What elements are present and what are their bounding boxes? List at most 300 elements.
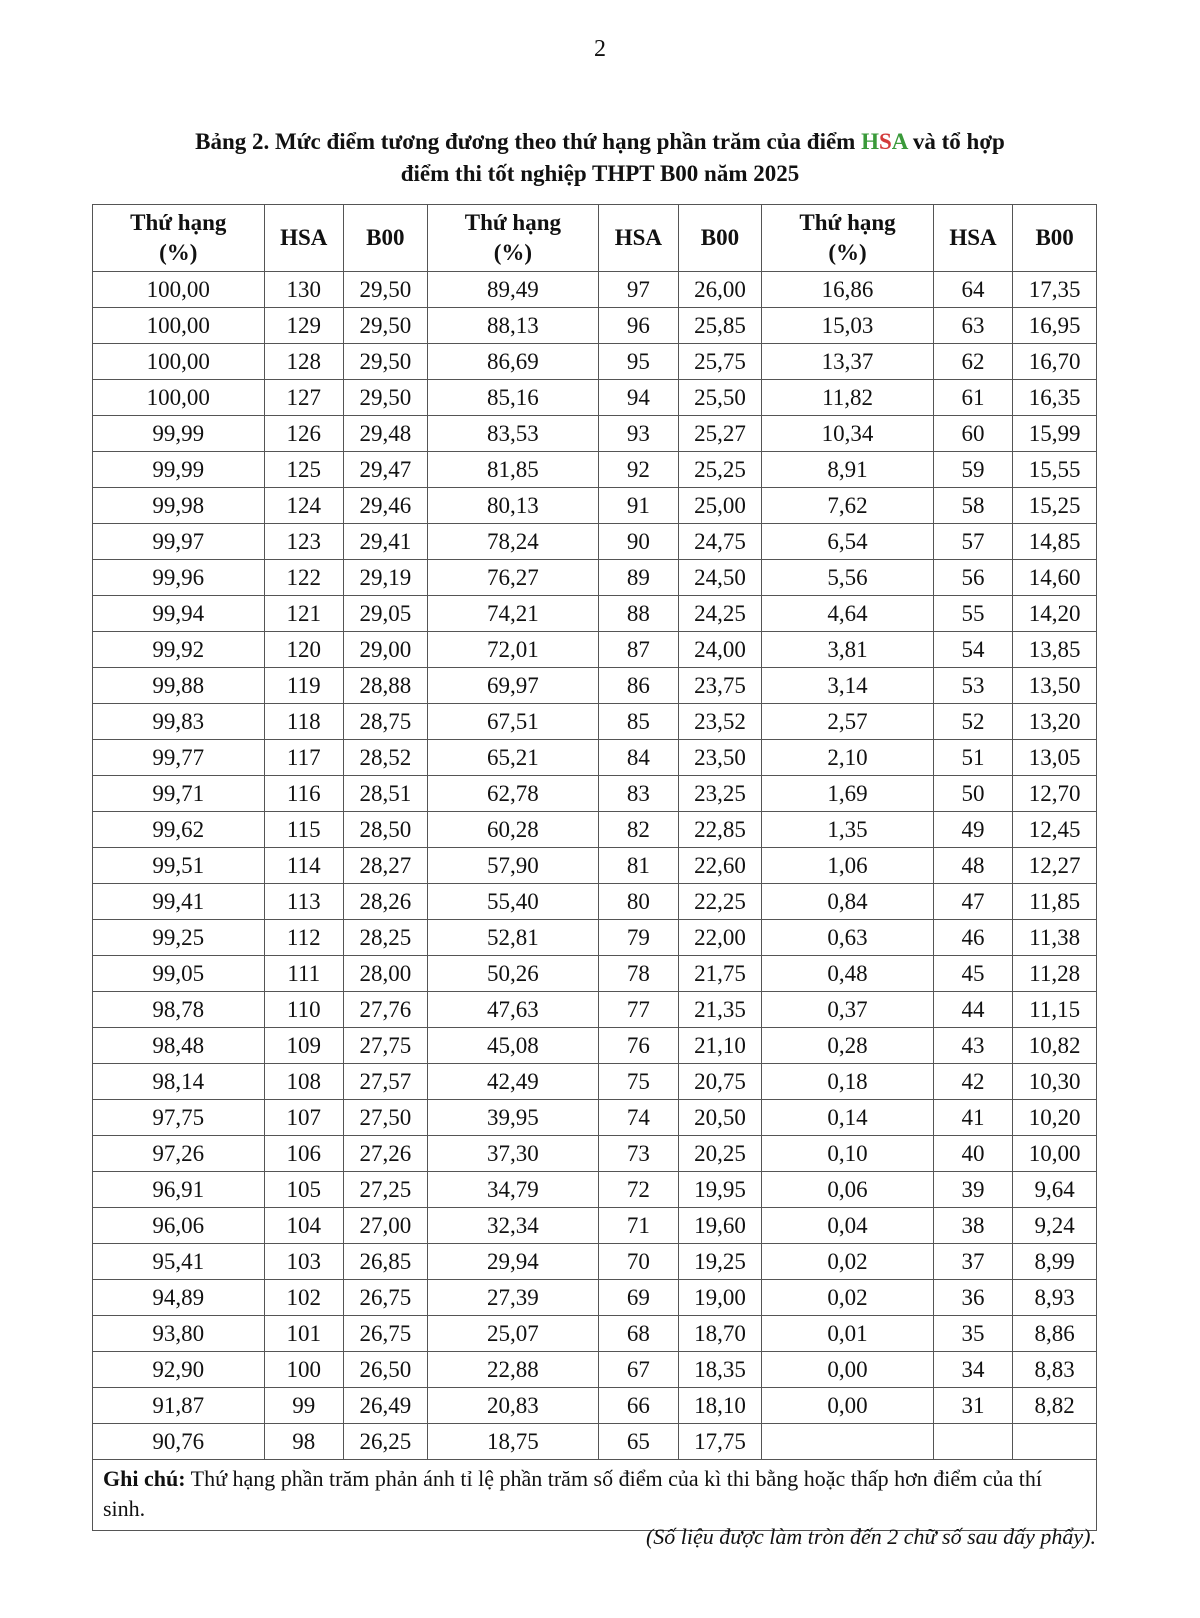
table-cell: 51 (933, 740, 1012, 776)
table-cell: 49 (933, 812, 1012, 848)
header-row (93, 205, 1097, 272)
table-cell: 106 (264, 1136, 343, 1172)
table-row (93, 992, 1097, 1028)
table-row (93, 308, 1097, 344)
note-text: Thứ hạng phần trăm phản ánh tỉ lệ phần trăm số điểm của kì thi bằng hoặc thấp hơn điểm của thí sinh. (103, 1466, 1043, 1521)
table-cell: 18,10 (678, 1388, 762, 1424)
table-cell: 79 (599, 920, 678, 956)
table-cell: 54 (933, 632, 1012, 668)
table-cell: 57 (933, 524, 1012, 560)
table-cell: 99,99 (93, 452, 265, 488)
header-b00: B00 (678, 205, 762, 272)
table-cell: 88,13 (427, 308, 599, 344)
table-cell: 0,02 (762, 1244, 934, 1280)
table-cell: 29,94 (427, 1244, 599, 1280)
table-cell: 0,63 (762, 920, 934, 956)
table-cell: 26,00 (678, 272, 762, 308)
table-cell: 104 (264, 1208, 343, 1244)
table-cell: 99,94 (93, 596, 265, 632)
table-cell: 21,10 (678, 1028, 762, 1064)
table-cell: 8,82 (1013, 1388, 1097, 1424)
table-cell: 93,80 (93, 1316, 265, 1352)
table-row (93, 1136, 1097, 1172)
table-cell: 16,95 (1013, 308, 1097, 344)
table-cell: 44 (933, 992, 1012, 1028)
table-cell: 47,63 (427, 992, 599, 1028)
table-cell: 108 (264, 1064, 343, 1100)
table-cell: 29,47 (343, 452, 427, 488)
table-cell: 13,05 (1013, 740, 1097, 776)
table-cell: 62,78 (427, 776, 599, 812)
table-cell: 25,85 (678, 308, 762, 344)
table-cell: 25,50 (678, 380, 762, 416)
table-cell: 17,35 (1013, 272, 1097, 308)
table-cell: 29,19 (343, 560, 427, 596)
table-cell: 127 (264, 380, 343, 416)
table-cell: 47 (933, 884, 1012, 920)
table-cell: 28,51 (343, 776, 427, 812)
table-cell: 99,05 (93, 956, 265, 992)
table-row (93, 1424, 1097, 1460)
table-cell: 98,14 (93, 1064, 265, 1100)
table-cell: 15,55 (1013, 452, 1097, 488)
table-cell: 76 (599, 1028, 678, 1064)
table-cell: 29,05 (343, 596, 427, 632)
table-cell: 10,20 (1013, 1100, 1097, 1136)
table-cell: 29,46 (343, 488, 427, 524)
table-cell: 26,85 (343, 1244, 427, 1280)
table-cell: 111 (264, 956, 343, 992)
table-cell: 9,64 (1013, 1172, 1097, 1208)
table-cell: 8,86 (1013, 1316, 1097, 1352)
table-cell: 130 (264, 272, 343, 308)
table-cell: 6,54 (762, 524, 934, 560)
table-cell: 10,00 (1013, 1136, 1097, 1172)
table-cell: 14,20 (1013, 596, 1097, 632)
table-cell: 26,49 (343, 1388, 427, 1424)
table-row (93, 1280, 1097, 1316)
note-label: Ghi chú: (103, 1466, 186, 1491)
table-cell: 28,52 (343, 740, 427, 776)
table-cell: 18,75 (427, 1424, 599, 1460)
table-cell: 2,57 (762, 704, 934, 740)
table-cell: 41 (933, 1100, 1012, 1136)
table-row (93, 1064, 1097, 1100)
table-cell: 91 (599, 488, 678, 524)
table-cell: 100,00 (93, 344, 265, 380)
table-row (93, 452, 1097, 488)
table-row (93, 884, 1097, 920)
table-cell: 121 (264, 596, 343, 632)
table-row (93, 1172, 1097, 1208)
table-cell: 28,50 (343, 812, 427, 848)
table-cell: 81 (599, 848, 678, 884)
table-cell: 98 (264, 1424, 343, 1460)
table-cell: 62 (933, 344, 1012, 380)
table-cell: 28,26 (343, 884, 427, 920)
score-equivalence-table (92, 204, 1097, 1531)
table-row (93, 740, 1097, 776)
table-cell: 8,83 (1013, 1352, 1097, 1388)
table-cell: 80,13 (427, 488, 599, 524)
table-cell: 26,75 (343, 1280, 427, 1316)
table-cell: 11,15 (1013, 992, 1097, 1028)
table-cell: 13,37 (762, 344, 934, 380)
table-row (93, 596, 1097, 632)
table-cell: 20,75 (678, 1064, 762, 1100)
table-cell: 96 (599, 308, 678, 344)
table-cell: 26,25 (343, 1424, 427, 1460)
table-cell: 39 (933, 1172, 1012, 1208)
table-cell: 93 (599, 416, 678, 452)
table-cell: 99,99 (93, 416, 265, 452)
table-cell: 99,88 (93, 668, 265, 704)
table-cell: 0,14 (762, 1100, 934, 1136)
table-cell: 68 (599, 1316, 678, 1352)
table-cell: 124 (264, 488, 343, 524)
header-b00: B00 (1013, 205, 1097, 272)
table-cell: 20,25 (678, 1136, 762, 1172)
table-cell: 0,48 (762, 956, 934, 992)
table-cell: 98,48 (93, 1028, 265, 1064)
table-cell: 25,07 (427, 1316, 599, 1352)
table-cell: 35 (933, 1316, 1012, 1352)
table-cell: 10,30 (1013, 1064, 1097, 1100)
table-cell: 45 (933, 956, 1012, 992)
table-row (93, 488, 1097, 524)
table-cell: 99,97 (93, 524, 265, 560)
table-row (93, 1316, 1097, 1352)
footnote: (Số liệu được làm tròn đến 2 chữ số sau dấy phẩy). (645, 1524, 1096, 1549)
table-cell: 39,95 (427, 1100, 599, 1136)
table-row (93, 848, 1097, 884)
table-cell: 72 (599, 1172, 678, 1208)
table-cell: 29,41 (343, 524, 427, 560)
table-cell: 24,50 (678, 560, 762, 596)
table-cell: 55,40 (427, 884, 599, 920)
table-cell: 13,85 (1013, 632, 1097, 668)
table-cell: 59 (933, 452, 1012, 488)
table-cell: 99,92 (93, 632, 265, 668)
header-hsa: HSA (599, 205, 678, 272)
table-cell: 26,75 (343, 1316, 427, 1352)
table-cell: 8,91 (762, 452, 934, 488)
table-cell: 91,87 (93, 1388, 265, 1424)
table-cell: 27,00 (343, 1208, 427, 1244)
table-cell: 23,25 (678, 776, 762, 812)
table-cell: 11,85 (1013, 884, 1097, 920)
table-cell: 24,75 (678, 524, 762, 560)
table-cell: 78,24 (427, 524, 599, 560)
table-cell: 97,26 (93, 1136, 265, 1172)
table-cell: 7,62 (762, 488, 934, 524)
table-cell: 15,03 (762, 308, 934, 344)
table-cell: 18,35 (678, 1352, 762, 1388)
table-cell: 23,75 (678, 668, 762, 704)
table-cell: 99,41 (93, 884, 265, 920)
table-cell: 69 (599, 1280, 678, 1316)
table-cell: 99,62 (93, 812, 265, 848)
table-cell: 11,38 (1013, 920, 1097, 956)
table-cell: 52 (933, 704, 1012, 740)
table-cell: 71 (599, 1208, 678, 1244)
caption-line1-prefix: Bảng 2. Mức điểm tương đương theo thứ hạng phần trăm của điểm (195, 129, 862, 154)
table-row (93, 704, 1097, 740)
table-cell: 10,82 (1013, 1028, 1097, 1064)
table-cell: 27,76 (343, 992, 427, 1028)
table-cell: 126 (264, 416, 343, 452)
table-cell: 88 (599, 596, 678, 632)
table-cell: 16,86 (762, 272, 934, 308)
table-cell: 107 (264, 1100, 343, 1136)
table-cell: 26,50 (343, 1352, 427, 1388)
table-cell: 77 (599, 992, 678, 1028)
table-cell: 8,93 (1013, 1280, 1097, 1316)
table-cell: 96,91 (93, 1172, 265, 1208)
table-cell: 28,75 (343, 704, 427, 740)
table-cell: 10,34 (762, 416, 934, 452)
table-row (93, 776, 1097, 812)
table-cell: 50 (933, 776, 1012, 812)
table-cell: 15,99 (1013, 416, 1097, 452)
table-cell: 99,25 (93, 920, 265, 956)
table-cell: 37 (933, 1244, 1012, 1280)
table-cell: 98,78 (93, 992, 265, 1028)
table-cell: 43 (933, 1028, 1012, 1064)
table-cell: 112 (264, 920, 343, 956)
table-cell: 60 (933, 416, 1012, 452)
table-cell: 90,76 (93, 1424, 265, 1460)
table-cell: 99 (264, 1388, 343, 1424)
table-cell: 27,50 (343, 1100, 427, 1136)
table-cell: 13,20 (1013, 704, 1097, 740)
table-cell: 119 (264, 668, 343, 704)
table-cell: 115 (264, 812, 343, 848)
table-cell: 5,56 (762, 560, 934, 596)
table-cell: 22,88 (427, 1352, 599, 1388)
table-cell: 28,88 (343, 668, 427, 704)
table-cell: 70 (599, 1244, 678, 1280)
table-cell: 78 (599, 956, 678, 992)
table-cell: 29,50 (343, 272, 427, 308)
table-caption (92, 126, 1108, 190)
table-cell: 123 (264, 524, 343, 560)
table-cell: 12,45 (1013, 812, 1097, 848)
table-cell: 94 (599, 380, 678, 416)
table-cell: 113 (264, 884, 343, 920)
table-cell: 92,90 (93, 1352, 265, 1388)
table-cell: 29,50 (343, 308, 427, 344)
caption-line1-suffix: và tổ hợp (907, 129, 1005, 154)
table-row (93, 380, 1097, 416)
table-cell: 18,70 (678, 1316, 762, 1352)
table-cell: 52,81 (427, 920, 599, 956)
caption-hsa-s: S (878, 129, 892, 154)
table-cell: 66 (599, 1388, 678, 1424)
table-cell: 13,50 (1013, 668, 1097, 704)
table-cell: 16,35 (1013, 380, 1097, 416)
table-cell: 110 (264, 992, 343, 1028)
table-cell: 22,00 (678, 920, 762, 956)
table-cell: 29,48 (343, 416, 427, 452)
table-cell: 67,51 (427, 704, 599, 740)
table-cell: 36 (933, 1280, 1012, 1316)
table-cell: 0,06 (762, 1172, 934, 1208)
table-cell: 22,60 (678, 848, 762, 884)
header-rank: Thứ hạng (%) (762, 205, 934, 272)
table-cell: 102 (264, 1280, 343, 1316)
table-cell: 116 (264, 776, 343, 812)
table-cell: 86 (599, 668, 678, 704)
table-cell: 76,27 (427, 560, 599, 596)
table-cell: 42 (933, 1064, 1012, 1100)
table-cell: 19,25 (678, 1244, 762, 1280)
table-cell: 100 (264, 1352, 343, 1388)
table-row (93, 1028, 1097, 1064)
table-cell: 1,69 (762, 776, 934, 812)
table-cell: 100,00 (93, 308, 265, 344)
table-cell: 27,39 (427, 1280, 599, 1316)
table-cell: 99,83 (93, 704, 265, 740)
table-cell: 94,89 (93, 1280, 265, 1316)
table-cell: 25,25 (678, 452, 762, 488)
table-cell: 53 (933, 668, 1012, 704)
table-cell: 28,25 (343, 920, 427, 956)
table-cell: 80 (599, 884, 678, 920)
caption-line2: điểm thi tốt nghiệp THPT B00 năm 2025 (400, 161, 800, 186)
table-cell: 122 (264, 560, 343, 596)
table-cell: 8,99 (1013, 1244, 1097, 1280)
table-cell: 85 (599, 704, 678, 740)
table-cell: 28,00 (343, 956, 427, 992)
table-cell: 0,10 (762, 1136, 934, 1172)
table-cell: 87 (599, 632, 678, 668)
table-row (93, 1244, 1097, 1280)
table-cell: 99,98 (93, 488, 265, 524)
table-cell: 97,75 (93, 1100, 265, 1136)
table-cell: 63 (933, 308, 1012, 344)
table-cell: 75 (599, 1064, 678, 1100)
table-cell: 25,75 (678, 344, 762, 380)
table-cell: 103 (264, 1244, 343, 1280)
table-cell: 99,96 (93, 560, 265, 596)
table-cell: 3,14 (762, 668, 934, 704)
table-cell: 57,90 (427, 848, 599, 884)
table-cell: 95 (599, 344, 678, 380)
table-row (93, 1100, 1097, 1136)
table-cell: 84 (599, 740, 678, 776)
table-cell: 83,53 (427, 416, 599, 452)
table-cell: 22,85 (678, 812, 762, 848)
table-cell: 38 (933, 1208, 1012, 1244)
table-cell: 25,00 (678, 488, 762, 524)
table-cell: 120 (264, 632, 343, 668)
table-cell: 82 (599, 812, 678, 848)
table-cell: 17,75 (678, 1424, 762, 1460)
table-cell: 31 (933, 1388, 1012, 1424)
table-cell: 40 (933, 1136, 1012, 1172)
table-cell: 24,25 (678, 596, 762, 632)
table-cell (933, 1424, 1012, 1460)
header-rank: Thứ hạng (%) (427, 205, 599, 272)
table-cell (762, 1424, 934, 1460)
table-cell: 90 (599, 524, 678, 560)
table-cell: 64 (933, 272, 1012, 308)
table-cell: 61 (933, 380, 1012, 416)
table-cell: 4,64 (762, 596, 934, 632)
table-cell: 0,00 (762, 1388, 934, 1424)
table-row (93, 920, 1097, 956)
table-cell: 1,06 (762, 848, 934, 884)
table-cell: 129 (264, 308, 343, 344)
table-cell: 12,70 (1013, 776, 1097, 812)
table-cell: 99,71 (93, 776, 265, 812)
table-cell: 100,00 (93, 380, 265, 416)
table-cell: 0,18 (762, 1064, 934, 1100)
table-cell: 27,57 (343, 1064, 427, 1100)
table-cell: 99,77 (93, 740, 265, 776)
table-cell: 29,50 (343, 380, 427, 416)
header-rank: Thứ hạng (%) (93, 205, 265, 272)
table-cell: 9,24 (1013, 1208, 1097, 1244)
table-cell: 42,49 (427, 1064, 599, 1100)
table-cell: 97 (599, 272, 678, 308)
table-row (93, 632, 1097, 668)
table-cell: 81,85 (427, 452, 599, 488)
table-cell: 27,26 (343, 1136, 427, 1172)
table-cell: 89 (599, 560, 678, 596)
table-cell (1013, 1424, 1097, 1460)
table-cell: 125 (264, 452, 343, 488)
table-cell: 50,26 (427, 956, 599, 992)
table-cell: 86,69 (427, 344, 599, 380)
note-row (93, 1460, 1097, 1531)
table-cell: 19,95 (678, 1172, 762, 1208)
table-cell: 29,50 (343, 344, 427, 380)
table-cell: 14,60 (1013, 560, 1097, 596)
table-cell: 0,01 (762, 1316, 934, 1352)
table-body (93, 272, 1097, 1460)
header-hsa: HSA (264, 205, 343, 272)
table-cell: 12,27 (1013, 848, 1097, 884)
table-cell: 0,84 (762, 884, 934, 920)
table-cell: 99,51 (93, 848, 265, 884)
table-row (93, 524, 1097, 560)
table-cell: 27,75 (343, 1028, 427, 1064)
table-cell: 11,28 (1013, 956, 1097, 992)
table-cell: 20,83 (427, 1388, 599, 1424)
table-cell: 48 (933, 848, 1012, 884)
table-cell: 55 (933, 596, 1012, 632)
table-row (93, 416, 1097, 452)
caption-hsa-a: A (891, 129, 908, 154)
table-cell: 25,27 (678, 416, 762, 452)
table-cell: 105 (264, 1172, 343, 1208)
table-cell: 128 (264, 344, 343, 380)
table-cell: 74 (599, 1100, 678, 1136)
table-cell: 23,50 (678, 740, 762, 776)
table-row (93, 272, 1097, 308)
table-cell: 2,10 (762, 740, 934, 776)
header-b00: B00 (343, 205, 427, 272)
table-cell: 15,25 (1013, 488, 1097, 524)
table-cell: 19,60 (678, 1208, 762, 1244)
table-cell: 32,34 (427, 1208, 599, 1244)
table-cell: 0,00 (762, 1352, 934, 1388)
table-cell: 96,06 (93, 1208, 265, 1244)
table-cell: 1,35 (762, 812, 934, 848)
table-cell: 56 (933, 560, 1012, 596)
